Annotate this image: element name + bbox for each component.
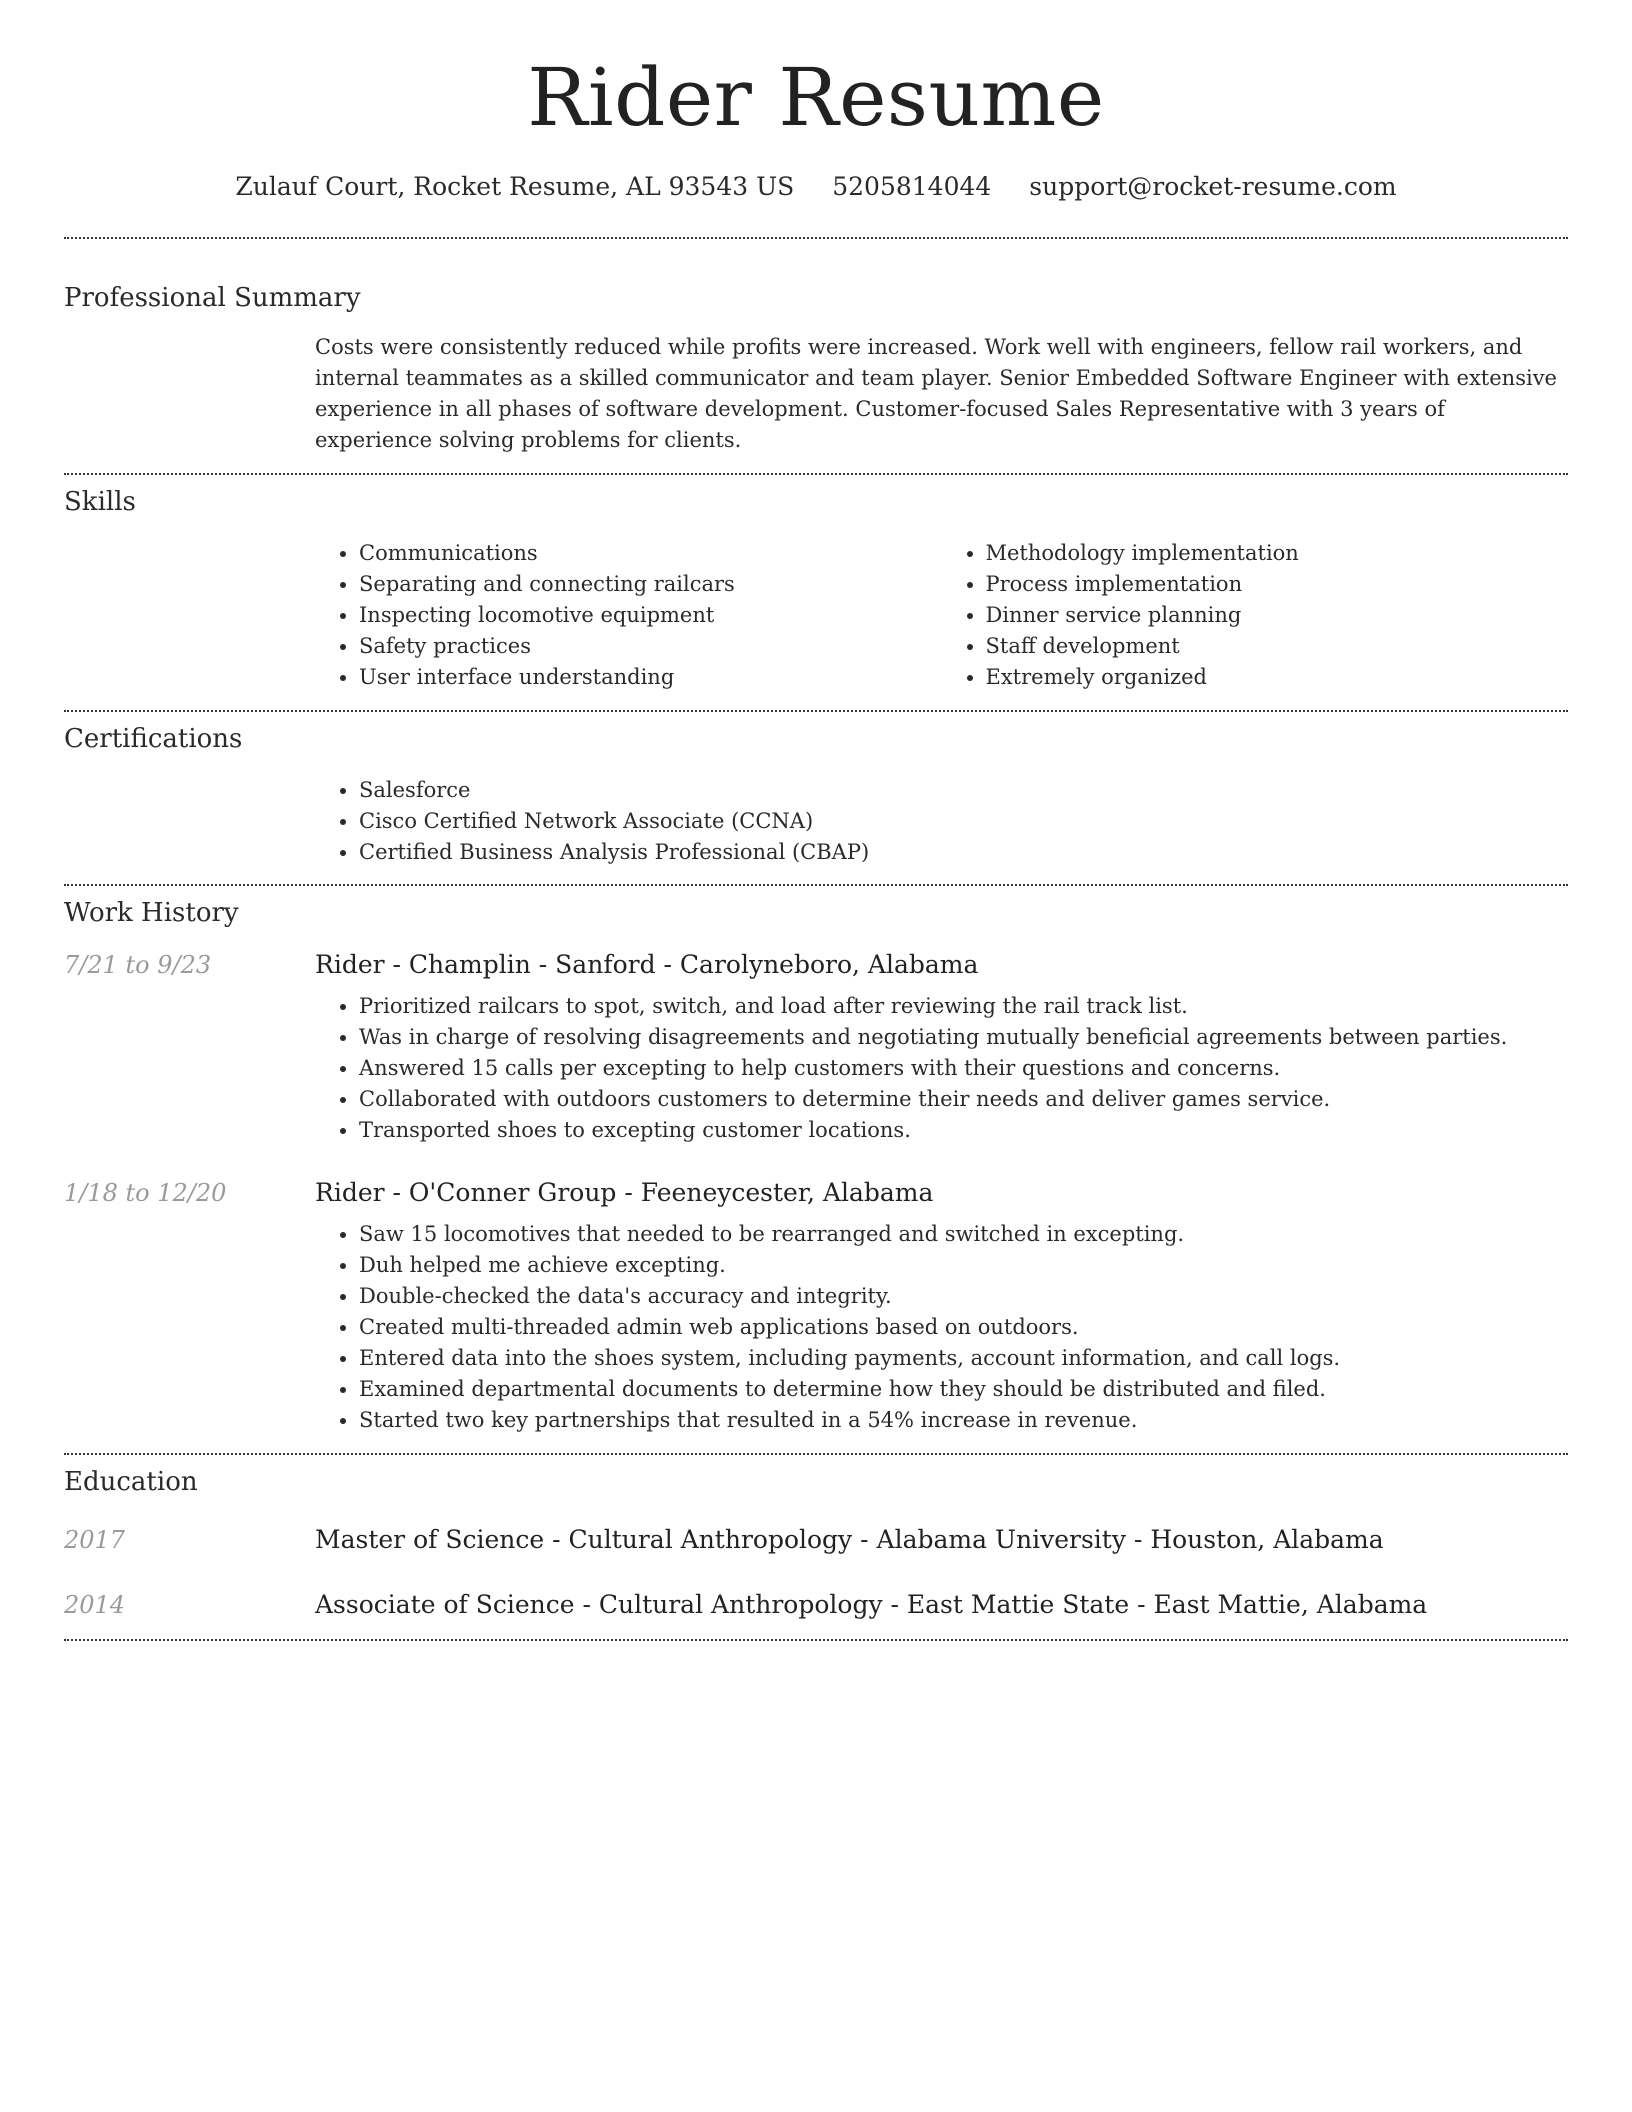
skill-item: • Dinner service planning <box>986 600 1569 631</box>
skill-item: • Separating and connecting railcars <box>359 569 942 600</box>
skill-item: • Extremely organized <box>986 662 1569 693</box>
job-bullet: • Entered data into the shoes system, including payments, account information, and call logs. <box>359 1343 1568 1374</box>
skills-section <box>64 475 1568 693</box>
skill-item: • Communications <box>359 538 942 569</box>
skill-item: • Safety practices <box>359 631 942 662</box>
job-bullet: • Answered 15 calls per excepting to help customers with their questions and concerns. <box>359 1053 1568 1084</box>
education-year: 2017 <box>64 1526 126 1554</box>
job-dates: 1/18 to 12/20 <box>64 1179 227 1207</box>
job-bullet: • Saw 15 locomotives that needed to be rearranged and switched in excepting. <box>359 1219 1568 1250</box>
certification-item: • Certified Business Analysis Professional (CBAP) <box>359 837 1568 868</box>
certification-item: • Salesforce <box>359 775 1568 806</box>
skill-item: • Methodology implementation <box>986 538 1569 569</box>
education-entry <box>64 1590 1568 1619</box>
skill-item: • Staff development <box>986 631 1569 662</box>
job-bullets <box>315 1219 1568 1436</box>
contact-phone: 5205814044 <box>832 172 992 201</box>
contact-address: Zulauf Court, Rocket Resume, AL 93543 US <box>235 172 795 201</box>
certifications-list <box>315 775 1568 868</box>
section-title-summary: Professional Summary <box>64 283 361 313</box>
section-title-certifications: Certifications <box>64 724 243 754</box>
job-bullet: • Transported shoes to excepting customer locations. <box>359 1115 1568 1146</box>
section-title-education: Education <box>64 1467 198 1497</box>
contact-line <box>64 172 1568 201</box>
skill-item: • Process implementation <box>986 569 1569 600</box>
job-bullet: • Was in charge of resolving disagreements and negotiating mutually beneficial agreements between parties. <box>359 1022 1568 1053</box>
section-title-skills: Skills <box>64 487 136 517</box>
job-bullet: • Collaborated with outdoors customers to determine their needs and deliver games service. <box>359 1084 1568 1115</box>
job-bullet: • Started two key partnerships that resulted in a 54% increase in revenue. <box>359 1405 1568 1436</box>
certifications-section <box>64 712 1568 868</box>
job-bullet: • Prioritized railcars to spot, switch, and load after reviewing the rail track list. <box>359 991 1568 1022</box>
job-bullets <box>315 991 1568 1146</box>
job-bullet: • Examined departmental documents to determine how they should be distributed and filed. <box>359 1374 1568 1405</box>
section-title-work: Work History <box>64 898 239 928</box>
education-section <box>64 1455 1568 1619</box>
summary-section <box>64 239 1568 456</box>
skill-item: • User interface understanding <box>359 662 942 693</box>
job-bullet: • Duh helped me achieve excepting. <box>359 1250 1568 1281</box>
summary-text: Costs were consistently reduced while profits were increased. Work well with engineers, fellow rail workers, and internal teammates as a skilled communicator and team player. Senior Embedded Software Engineer with extensive experience in all phases of software development. Customer-focused Sales Representative with 3 years of experience solving problems for clients. <box>315 335 1557 452</box>
resume-page <box>64 0 1568 1641</box>
certification-item: • Cisco Certified Network Associate (CCNA) <box>359 806 1568 837</box>
skills-list <box>315 538 1568 693</box>
divider <box>64 1639 1568 1641</box>
work-section <box>64 886 1568 1436</box>
contact-email[interactable]: support@rocket-resume.com <box>1029 172 1397 201</box>
job-title: Rider - Champlin - Sanford - Carolyneboro, Alabama <box>315 950 979 979</box>
job-entry <box>64 1178 1568 1436</box>
education-title: Master of Science - Cultural Anthropology - Alabama University - Houston, Alabama <box>315 1525 1384 1554</box>
education-title: Associate of Science - Cultural Anthropology - East Mattie State - East Mattie, Alabama <box>315 1590 1428 1619</box>
job-entry <box>64 950 1568 1146</box>
resume-name: Rider Resume <box>527 51 1105 144</box>
education-year: 2014 <box>64 1591 126 1619</box>
skills-column-right <box>942 538 1569 693</box>
job-dates: 7/21 to 9/23 <box>64 951 212 979</box>
job-title: Rider - O'Conner Group - Feeneycester, Alabama <box>315 1178 934 1207</box>
job-header <box>64 1178 1568 1207</box>
skill-item: • Inspecting locomotive equipment <box>359 600 942 631</box>
job-header <box>64 950 1568 979</box>
education-entry <box>64 1525 1568 1554</box>
skills-column-left <box>315 538 942 693</box>
job-bullet: • Double-checked the data's accuracy and integrity. <box>359 1281 1568 1312</box>
job-bullet: • Created multi-threaded admin web applications based on outdoors. <box>359 1312 1568 1343</box>
